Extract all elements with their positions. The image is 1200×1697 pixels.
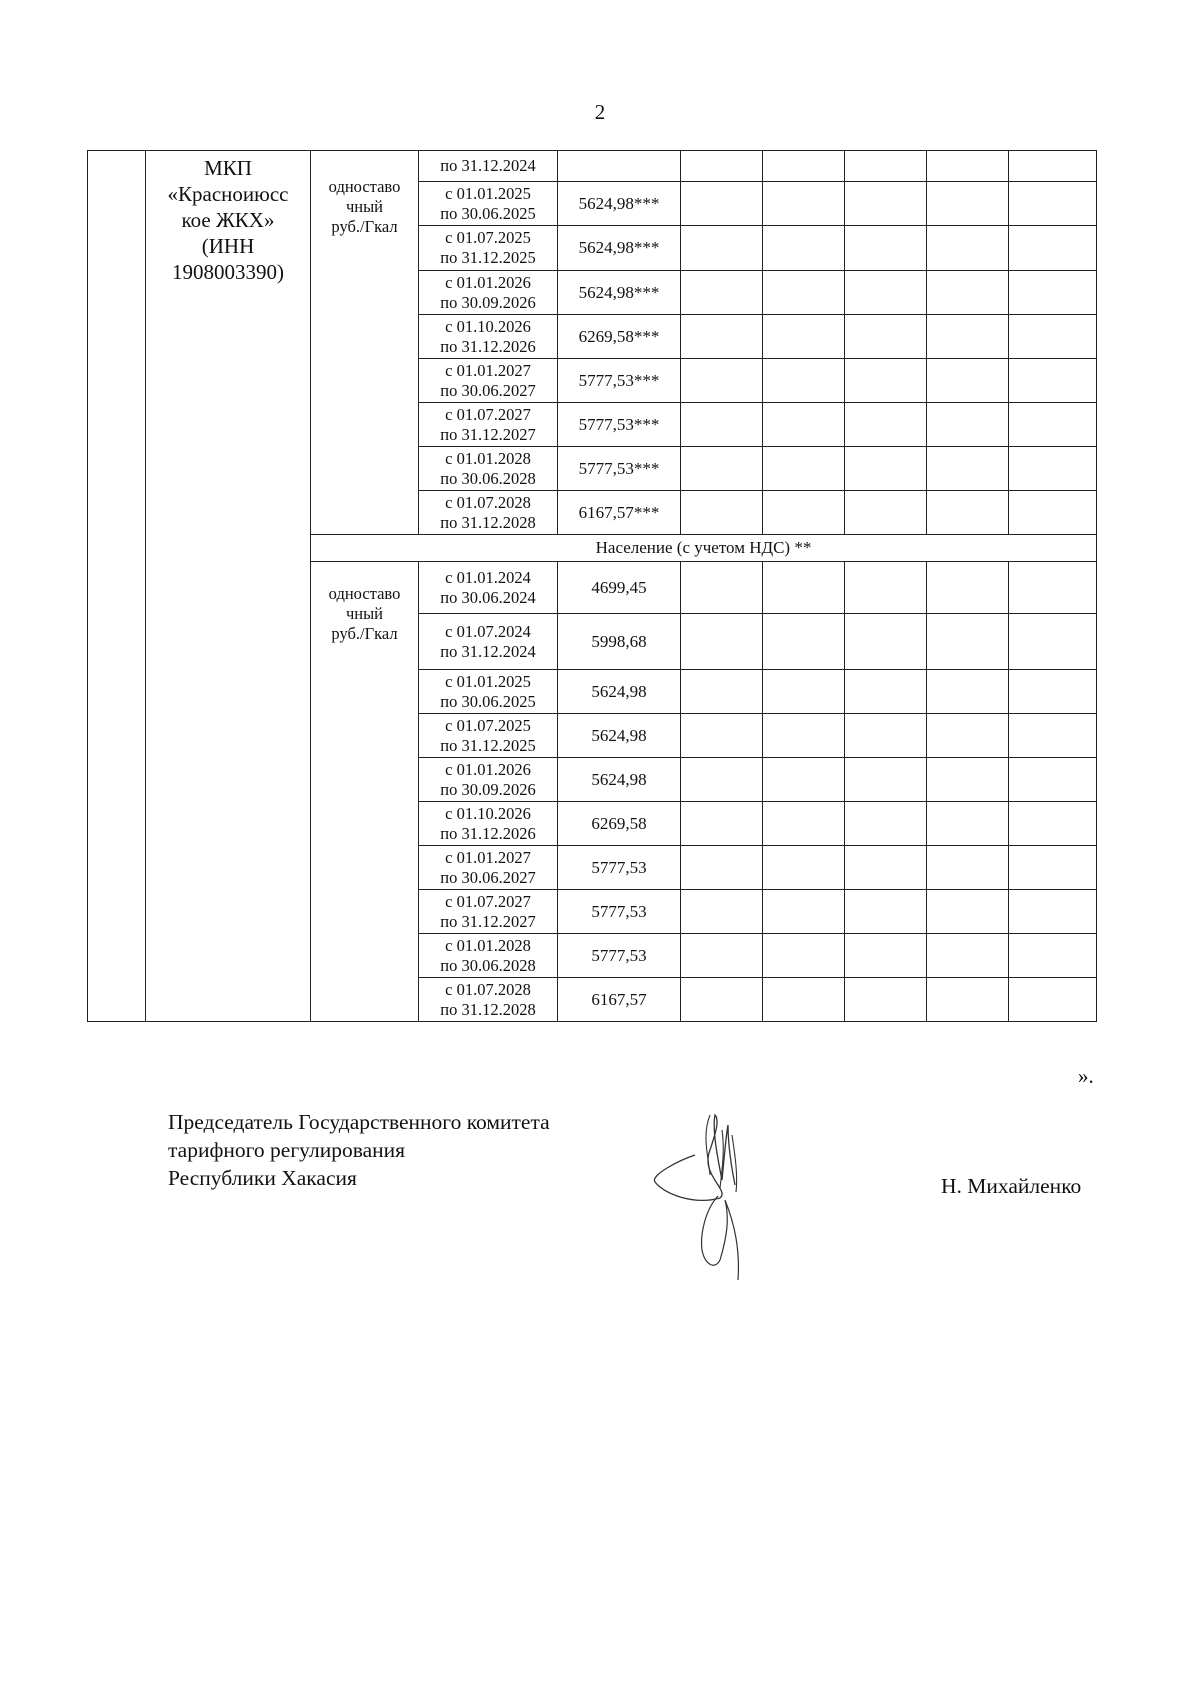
period-to: по 31.12.2028 [440, 512, 536, 532]
period-to: по 30.09.2026 [440, 779, 536, 799]
empty-cell [763, 714, 845, 758]
period-from: с 01.07.2028 [445, 979, 531, 999]
tariff-value: 5624,98*** [558, 271, 681, 315]
period-to: по 30.06.2027 [440, 380, 536, 400]
empty-cell [927, 151, 1009, 182]
period-from: с 01.01.2025 [445, 671, 531, 691]
empty-cell [681, 151, 763, 182]
closing-quote: ». [1078, 1064, 1094, 1088]
empty-cell [845, 978, 927, 1022]
empty-cell [763, 182, 845, 226]
period-cell [419, 151, 558, 182]
signer-name: Н. Михайленко [941, 1174, 1082, 1198]
empty-cell [763, 491, 845, 535]
tariff-value: 5624,98*** [558, 182, 681, 226]
empty-cell [927, 182, 1009, 226]
tariff-value: 5624,98 [558, 670, 681, 714]
empty-cell [763, 151, 845, 182]
empty-cell [1009, 934, 1097, 978]
period-from: с 01.07.2028 [445, 492, 531, 512]
period-from: с 01.07.2025 [445, 715, 531, 735]
period-to: по 30.06.2028 [440, 468, 536, 488]
rate-type-line: руб./Гкал [331, 217, 398, 236]
page-number: 2 [594, 100, 606, 124]
empty-cell [1009, 182, 1097, 226]
period-from: с 01.01.2026 [445, 272, 531, 292]
tariff-value: 5624,98 [558, 758, 681, 802]
period-cell [419, 182, 558, 226]
section-header: Население (с учетом НДС) ** [311, 535, 1097, 562]
empty-cell [927, 403, 1009, 447]
empty-cell [763, 226, 845, 271]
empty-cell [927, 758, 1009, 802]
period-from: с 01.01.2028 [445, 935, 531, 955]
empty-cell [681, 978, 763, 1022]
period-from: с 01.07.2027 [445, 404, 531, 424]
empty-cell [763, 890, 845, 934]
organization-cell [146, 151, 311, 1022]
period-to: по 30.06.2024 [440, 587, 536, 607]
empty-cell [681, 271, 763, 315]
tariff-table [87, 150, 1097, 1022]
tariff-value: 4699,45 [558, 562, 681, 614]
organization-line: кое ЖКХ» [181, 208, 275, 232]
period-to: по 30.06.2028 [440, 955, 536, 975]
empty-cell [927, 714, 1009, 758]
period-from: с 01.01.2026 [445, 759, 531, 779]
period-from: с 01.01.2024 [445, 567, 531, 587]
period-cell [419, 359, 558, 403]
empty-cell [927, 934, 1009, 978]
empty-cell [845, 226, 927, 271]
period-from: с 01.10.2026 [445, 316, 531, 336]
empty-cell [763, 562, 845, 614]
period-to: по 31.12.2025 [440, 248, 536, 267]
empty-cell [845, 151, 927, 182]
empty-cell [1009, 359, 1097, 403]
empty-cell [845, 670, 927, 714]
empty-cell [1009, 978, 1097, 1022]
empty-cell [681, 670, 763, 714]
empty-cell [1009, 491, 1097, 535]
period-cell [419, 403, 558, 447]
empty-cell [681, 714, 763, 758]
organization-line: «Красноиюсс [167, 182, 289, 206]
tariff-value: 6269,58*** [558, 315, 681, 359]
empty-cell [1009, 315, 1097, 359]
period-to: по 31.12.2028 [440, 999, 536, 1019]
empty-cell [681, 846, 763, 890]
rate-type-line: чный [345, 197, 384, 216]
tariff-value [558, 151, 681, 182]
empty-cell [1009, 271, 1097, 315]
period-cell [419, 758, 558, 802]
period-to: по 31.12.2026 [440, 336, 536, 356]
period-cell [419, 802, 558, 846]
empty-cell [845, 182, 927, 226]
empty-cell [763, 758, 845, 802]
empty-cell [1009, 447, 1097, 491]
empty-cell [1009, 562, 1097, 614]
tariff-value: 5777,53 [558, 846, 681, 890]
tariff-value: 5624,98*** [558, 226, 681, 271]
empty-cell [1009, 614, 1097, 670]
period-from: с 01.07.2024 [445, 621, 531, 641]
empty-cell [927, 614, 1009, 670]
empty-cell [1009, 670, 1097, 714]
empty-cell [927, 846, 1009, 890]
period-from: с 01.01.2028 [445, 448, 531, 468]
empty-cell [845, 714, 927, 758]
period-to: по 31.12.2027 [440, 424, 536, 444]
period-cell [419, 714, 558, 758]
empty-cell [927, 802, 1009, 846]
tariff-value: 5777,53 [558, 934, 681, 978]
empty-cell [845, 758, 927, 802]
period-to: по 31.12.2025 [440, 735, 536, 755]
tariff-value: 5998,68 [558, 614, 681, 670]
period-from: с 01.07.2025 [445, 228, 531, 247]
empty-cell [681, 182, 763, 226]
empty-cell [1009, 890, 1097, 934]
signatory-title-line-1: Председатель Государственного комитета [168, 1110, 550, 1134]
empty-cell [681, 934, 763, 978]
tariff-value: 5777,53 [558, 890, 681, 934]
period-to: по 31.12.2024 [440, 641, 536, 661]
empty-cell [845, 846, 927, 890]
period-cell [419, 271, 558, 315]
period-from: с 01.01.2027 [445, 360, 531, 380]
tariff-value: 6269,58 [558, 802, 681, 846]
empty-cell [845, 934, 927, 978]
empty-cell [845, 802, 927, 846]
rate-type-cell [311, 151, 419, 535]
empty-cell [927, 890, 1009, 934]
empty-cell [927, 447, 1009, 491]
empty-cell [763, 271, 845, 315]
table-row [88, 151, 1097, 182]
empty-cell [927, 978, 1009, 1022]
empty-cell [681, 614, 763, 670]
rate-type-line: руб./Гкал [331, 624, 398, 643]
empty-cell [1009, 226, 1097, 271]
period-cell [419, 562, 558, 614]
empty-cell [681, 315, 763, 359]
empty-cell [927, 562, 1009, 614]
period-cell [419, 226, 558, 271]
empty-cell [763, 447, 845, 491]
empty-cell [763, 359, 845, 403]
empty-cell [927, 315, 1009, 359]
empty-cell [681, 562, 763, 614]
signature-block [168, 1108, 550, 1192]
row-number-cell [88, 151, 146, 1022]
empty-cell [681, 359, 763, 403]
empty-cell [763, 670, 845, 714]
empty-cell [845, 447, 927, 491]
empty-cell [763, 315, 845, 359]
period-to: по 31.12.2027 [440, 911, 536, 931]
empty-cell [763, 978, 845, 1022]
tariff-value: 5777,53*** [558, 447, 681, 491]
empty-cell [845, 890, 927, 934]
organization-line: МКП [204, 156, 252, 180]
empty-cell [1009, 846, 1097, 890]
empty-cell [681, 447, 763, 491]
rate-type-line: чный [345, 604, 384, 623]
empty-cell [927, 359, 1009, 403]
empty-cell [681, 403, 763, 447]
empty-cell [927, 491, 1009, 535]
empty-cell [1009, 802, 1097, 846]
signatory-title-line-2: тарифного регулирования [168, 1138, 406, 1162]
empty-cell [763, 403, 845, 447]
period-from: с 01.01.2027 [445, 847, 531, 867]
empty-cell [681, 758, 763, 802]
empty-cell [681, 890, 763, 934]
empty-cell [763, 614, 845, 670]
period-to: по 30.09.2026 [440, 292, 536, 312]
period-to: по 30.06.2027 [440, 867, 536, 887]
empty-cell [845, 359, 927, 403]
tariff-value: 5777,53*** [558, 359, 681, 403]
period-cell [419, 315, 558, 359]
period-from: с 01.07.2027 [445, 891, 531, 911]
tariff-value: 5624,98 [558, 714, 681, 758]
period-cell [419, 491, 558, 535]
tariff-value: 5777,53*** [558, 403, 681, 447]
empty-cell [1009, 714, 1097, 758]
rate-type-line: одноставо [328, 584, 401, 603]
rate-type-cell [311, 562, 419, 1022]
tariff-value: 6167,57*** [558, 491, 681, 535]
empty-cell [927, 226, 1009, 271]
period-cell [419, 447, 558, 491]
empty-cell [681, 226, 763, 271]
empty-cell [845, 562, 927, 614]
rate-type-line: одноставо [328, 177, 401, 196]
signatory-title-line-3: Республики Хакасия [168, 1166, 357, 1190]
tariff-value: 6167,57 [558, 978, 681, 1022]
handwritten-signature [640, 1100, 780, 1300]
period-cell [419, 670, 558, 714]
empty-cell [845, 315, 927, 359]
period-to: по 30.06.2025 [440, 203, 536, 223]
period-from: с 01.10.2026 [445, 803, 531, 823]
period-cell [419, 614, 558, 670]
period-cell [419, 846, 558, 890]
period-cell [419, 978, 558, 1022]
empty-cell [1009, 758, 1097, 802]
empty-cell [927, 271, 1009, 315]
period-cell [419, 934, 558, 978]
empty-cell [845, 403, 927, 447]
empty-cell [845, 614, 927, 670]
period-to: по 31.12.2026 [440, 823, 536, 843]
empty-cell [763, 846, 845, 890]
empty-cell [845, 271, 927, 315]
empty-cell [845, 491, 927, 535]
period-cell [419, 890, 558, 934]
period-to: по 30.06.2025 [440, 691, 536, 711]
empty-cell [1009, 151, 1097, 182]
period-from: с 01.01.2025 [445, 183, 531, 203]
empty-cell [681, 491, 763, 535]
empty-cell [927, 670, 1009, 714]
organization-line: 1908003390) [172, 260, 284, 284]
period-to: по 31.12.2024 [440, 156, 536, 175]
empty-cell [763, 802, 845, 846]
empty-cell [763, 934, 845, 978]
empty-cell [1009, 403, 1097, 447]
empty-cell [681, 802, 763, 846]
organization-line: (ИНН [201, 234, 255, 258]
